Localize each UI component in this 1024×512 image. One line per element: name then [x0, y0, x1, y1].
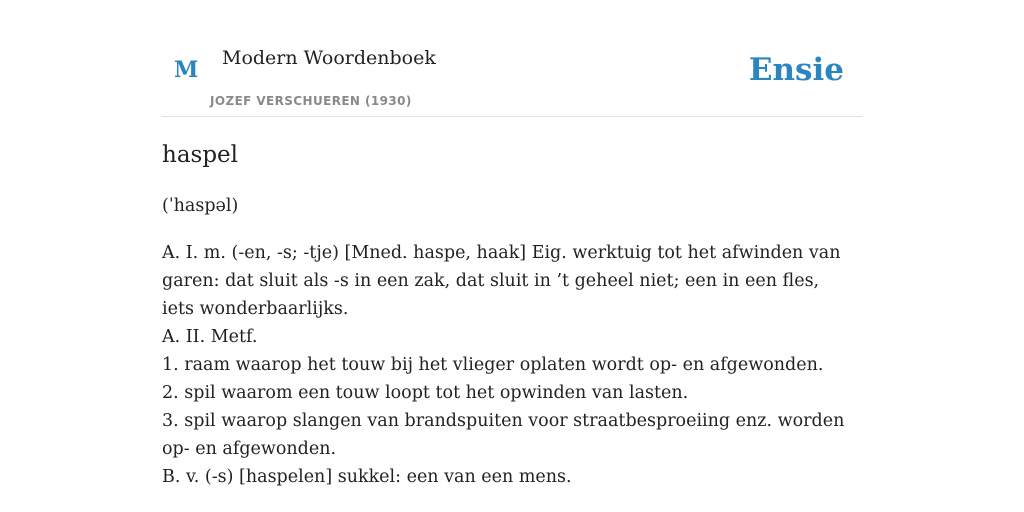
source-logo: M	[174, 57, 199, 83]
definition-line: 1. raam waarop het touw bij het vlieger oplaten wordt op- en afgewonden.	[162, 355, 824, 375]
definition-line: A. II. Metf.	[162, 327, 258, 347]
entry-pronunciation: (ˈhaspəl)	[162, 196, 239, 216]
source-author: JOZEF VERSCHUEREN (1930)	[210, 94, 412, 108]
definition-line: 2. spil waarom een touw loopt tot het opwinden van lasten.	[162, 383, 689, 403]
brand-logo-link[interactable]: Ensie	[748, 52, 844, 88]
source-title[interactable]: Modern Woordenboek	[222, 47, 436, 69]
definition-line: 3. spil waarop slangen van brandspuiten voor straatbesproeiing enz. worden op- en afgewonden.	[162, 411, 845, 459]
entry-definition	[162, 239, 852, 491]
definition-line: B. v. (-s) [haspelen] sukkel: een van een mens.	[162, 467, 572, 487]
definition-line: A. I. m. (-en, -s; -tje) [Mned. haspe, haak] Eig. werktuig tot het afwinden van garen: dat sluit als -s in een zak, dat sluit in ’t geheel niet; een in een fles, iets wonderbaarlijks.	[162, 243, 841, 319]
entry-headword: haspel	[162, 142, 239, 168]
source-header	[162, 0, 862, 117]
